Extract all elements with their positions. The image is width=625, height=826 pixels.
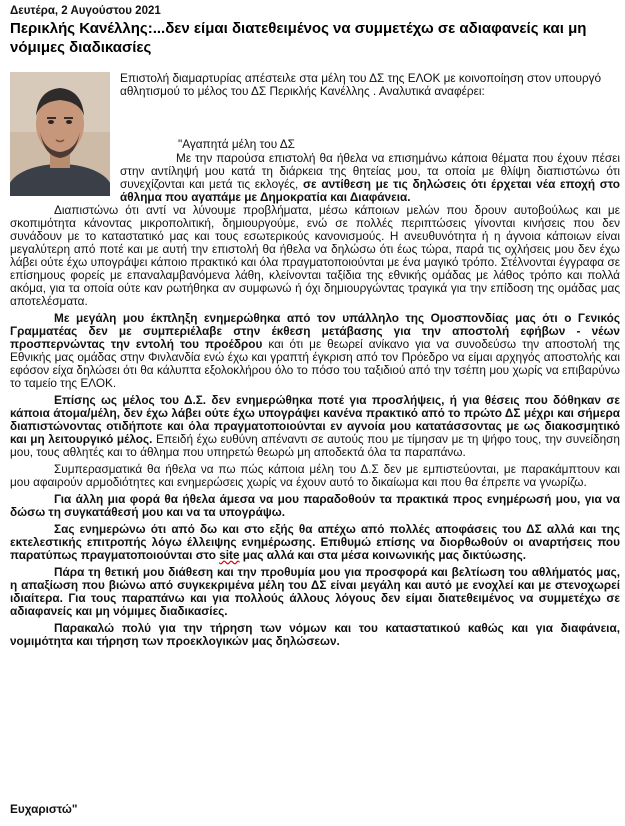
- paragraph-emphasis: μας αλλά και στα μέσα κοινωνικής μας δικτύωσης.: [239, 548, 527, 562]
- letter-paragraph-2: Διαπιστώνω ότι αντί να λύνουμε προβλήματα, μέσω κάποιων μελών που δρουν αυτοβούλως και με σκοπιμότητα κάνοντας μικροπολιτική, δημιουργούμε, ενώ σε πολλές περιπτώσεις γίνονται κινήσεις που δεν συνάδουν με το καταστατικό μας και τους εσωτερικούς κανονισμούς. Η ανευθυνότητα ή η άγνοια κάποιων είναι μεγαλύτερη από ποτέ και με αυτή την επιστολή θα ήθελα να δηλώσω ότι έως τώρα, παρά τις οχλήσεις μου δεν έχω λάβει ούτε έχω υπογράψει κάποιο πρακτικό και όλα πραγματοποιούνται με ένα μαγικό τρόπο. Στέλνονται έγγραφα σε επίσημους φορείς με επαναλαμβανόμενα λάθη, κλείνονται ταξίδια της εθνικής ομάδας με λάθος τρόπο και πολλά ακόμα, για τα οποία ούτε καν ρωτήθηκα αν συμφωνώ ή όχι δημιουργώντας τραγικά για την επίδοση της ομάδας μας αποτελέσματα.: [10, 203, 620, 308]
- letter-paragraph-3: [10, 312, 620, 390]
- paragraph-emphasis: Πάρα τη θετική μου διάθεση και την προθυμία μου για προσφορά και βελτίωση του αθλήματός μας, η απαξίωση που βιώνω από συγκεκριμένα μέλη του ΔΣ είναι μεγάλη και αυτό με ενοχλεί και με στενοχωρεί ιδιαίτερα. Για τους παραπάνω και για πολλούς άλλους λόγους δεν είμαι διατεθειμένος να συμμετέχω σε αδιαφανείς και μη νόμιμες διαδικασίες.: [10, 565, 620, 618]
- paragraph-emphasis: Με μεγάλη μου έκπληξη ενημερώθηκα από τον υπάλληλο της Ομοσπονδίας μας ότι ο Γενικός Γραμματέας δεν με συμπεριέλαβε στην έκθεση μετάβασης για την αποστολή εφήβων - νέων προσπερνώντας την εντολή του προέδρου: [10, 311, 620, 351]
- site-word: site: [219, 548, 240, 562]
- letter-paragraph-5: Συμπερασματικά θα ήθελα να πω πώς κάποια μέλη του Δ.Σ δεν με εμπιστεύονται, με παρακάμπτουν και μου αφαιρούν αρμοδιότητες και ενημερώσεις χωρίς να έχουν αυτό το δικαίωμα και που θα έπρεπε να γνωρίζω.: [10, 462, 620, 489]
- article-date: Δευτέρα, 2 Αυγούστου 2021: [10, 5, 161, 17]
- intro-text: Επιστολή διαμαρτυρίας απέστειλε στα μέλη του ΔΣ της ΕΛΟΚ με κοινοποίηση στον υπουργό αθλητισμού το μέλος του ΔΣ Περικλής Κανέλλης . Αναλυτικά αναφέρει:: [120, 71, 602, 98]
- letter-salutation: "Αγαπητά μέλη του ΔΣ: [178, 137, 295, 151]
- paragraph-emphasis: Παρακαλώ πολύ για την τήρηση των νόμων και του καταστατικού καθώς και για διαφάνεια, νομιμότητα και τήρηση των προεκλογικών μας δηλώσεων.: [10, 621, 620, 648]
- author-photo: [10, 72, 110, 196]
- article-title: Περικλής Κανέλλης:...δεν είμαι διατεθειμένος να συμμετέχω σε αδιαφανείς και μη νόμιμες διαδικασίες: [10, 20, 587, 56]
- paragraph-emphasis: Για άλλη μια φορά θα ήθελα άμεσα να μου παραδοθούν τα πρακτικά προς ενημέρωσή μου, για να δώσω τη συγκατάθεσή μου και να τα υπογράψω.: [10, 492, 620, 519]
- letter-paragraph-7: [10, 523, 620, 562]
- letter-paragraph-4: [10, 394, 620, 459]
- paragraph-emphasis: σε αντίθεση με τις δηλώσεις ότι έρχεται νέα εποχή στο άθλημα που αγαπάμε με Δημοκρατία και Διαφάνεια.: [120, 177, 620, 204]
- letter-paragraph-1: [120, 152, 620, 204]
- letter-paragraph-6: [10, 493, 620, 519]
- letter-paragraph-8: [10, 566, 620, 618]
- paragraph-emphasis: Επίσης ως μέλος του Δ.Σ. δεν ενημερώθηκα ποτέ για προσλήψεις, ή για θέσεις που δόθηκαν σε κάποια άτομα/μέλη, δεν έχω λάβει ούτε έχω υπογράψει κανένα πρακτικό από το πρώτο ΔΣ μέχρι και σήμερα διαπιστώνοντας οτιδήποτε και όλα πραγματοποιούνται εν αγνοία μου κατατάσσοντας με ως διακοσμητικό και μη λειτουργικό μέλος.: [10, 393, 620, 446]
- letter-paragraph-9: [10, 622, 620, 648]
- letter-body: [10, 204, 620, 652]
- paragraph-text: Επειδή έχω ευθύνη απέναντι σε αυτούς που με τίμησαν με τη ψήφο τους, την συνείδηση μου, τους αθλητές και το άθλημα που υπηρετώ θεωρώ μη αποδεκτά όλα τα παραπάνω.: [10, 432, 620, 459]
- letter-closing: Ευχαριστώ": [10, 802, 78, 816]
- portrait-photo-icon: [10, 72, 110, 196]
- paragraph-text: Με την παρούσα επιστολή θα ήθελα να επισημάνω κάποια θέματα που έχουν πέσει στην αντίληψή μου κατά τη διάρκεια της θητείας μου, τα οποία με θλίψη διαπιστώνω ότι συνεχίζονται και μετά τις εκλογές,: [120, 151, 620, 191]
- paragraph-text: και ότι με θεωρεί ανίκανο για να συνοδεύσω την αποστολή της Εθνικής μας ομάδας στην Φινλανδία ενώ έχω και γραπτή έγκριση από τον Πρόεδρο να είμαι αρχηγός αποστολής και εφόσον είχα δηλώσει ότι θα κάλυπτα εξολοκλήρου όλο το πόσο του ταξιδιού από την τσέπη μου χωρίς να επιβαρύνω το ταμείο της ΕΛΟΚ.: [10, 337, 620, 390]
- paragraph-emphasis: Σας ενημερώνω ότι από δω και στο εξής θα απέχω από πολλές αποφάσεις του ΔΣ αλλά και της εκτελεστικής επιτροπής λόγω έλλειψης ενημέρωσης. Επιθυμώ επίσης να διορθωθούν οι αναρτήσεις που παρατύπως πραγματοποιούνται στο: [10, 522, 620, 562]
